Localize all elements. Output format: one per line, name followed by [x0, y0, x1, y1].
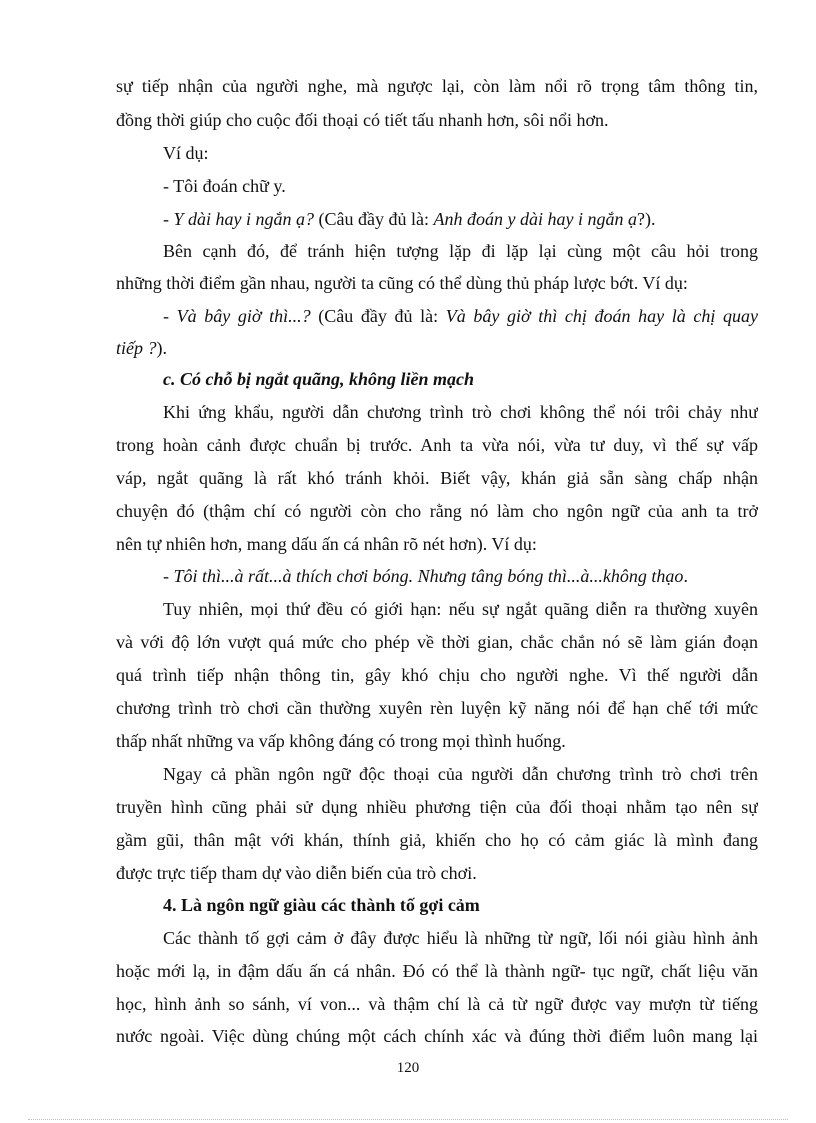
plain-text: -	[163, 566, 174, 586]
text-line: Bên cạnh đó, để tránh hiện tượng lặp đi lặp lại cùng một câu hỏi trong	[163, 241, 758, 261]
text-line: gầm gũi, thân mật với khán, thính giả, khiến cho họ có cảm giác là mình đang	[116, 830, 758, 850]
italic-text: Tôi thì...à rất...à thích chơi bóng. Nhưng tâng bóng thì...à...không thạo	[173, 566, 684, 586]
plain-text: (Câu đầy đủ là:	[310, 306, 446, 326]
text-line: Khi ứng khẩu, người dẫn chương trình trò chơi không thể nói trôi chảy như	[163, 402, 758, 422]
section-heading: c. Có chỗ bị ngắt quãng, không liền mạch	[163, 369, 475, 389]
text-line: trong hoàn cảnh được chuẩn bị trước. Anh ta vừa nói, vừa tư duy, vì thế sự vấp	[116, 435, 758, 455]
text-line: quá trình tiếp nhận thông tin, gây khó chịu cho người nghe. Vì thế người dẫn	[116, 665, 758, 685]
example-line	[163, 207, 758, 231]
text-line: Ngay cả phần ngôn ngữ độc thoại của người dẫn chương trình trò chơi trên	[163, 764, 758, 784]
text-line: - Tôi đoán chữ y.	[163, 176, 286, 196]
text-line: được trực tiếp tham dự vào diễn biến của trò chơi.	[116, 863, 477, 883]
plain-text: (Câu đầy đủ là:	[314, 209, 434, 229]
text-line: những thời điểm gần nhau, người ta cũng có thể dùng thủ pháp lược bớt. Ví dụ:	[116, 273, 688, 293]
text-line: chuyện đó (thậm chí có người còn cho rằng nó làm cho ngôn ngữ của anh ta trở	[116, 501, 758, 521]
section-heading: 4. Là ngôn ngữ giàu các thành tố gợi cảm	[163, 895, 480, 915]
plain-text: .	[683, 566, 688, 586]
text-line: Tuy nhiên, mọi thứ đều có giới hạn: nếu sự ngắt quãng diễn ra thường xuyên	[163, 599, 758, 619]
page-number: 120	[396, 1060, 420, 1076]
text-line: học, hình ảnh so sánh, ví von... và thậm chí là cả từ ngữ được vay mượn từ tiếng	[116, 994, 758, 1014]
text-line: Ví dụ:	[163, 143, 209, 163]
text-line: nước ngoài. Việc dùng chúng một cách chính xác và đúng thời điểm luôn mang lại	[116, 1026, 758, 1046]
text-line: thấp nhất những va vấp không đáng có trong mọi thình huống.	[116, 731, 566, 751]
italic-text: Anh đoán y dài hay i ngắn ạ	[433, 209, 637, 229]
text-line: đồng thời giúp cho cuộc đối thoại có tiết tấu nhanh hơn, sôi nổi hơn.	[116, 110, 609, 130]
text-line: sự tiếp nhận của người nghe, mà ngược lại, còn làm nổi rõ trọng tâm thông tin,	[116, 76, 758, 96]
example-line	[163, 304, 758, 328]
example-line	[116, 336, 758, 360]
text-line: váp, ngắt quãng là rất khó tránh khỏi. Biết vậy, khán giả sẵn sàng chấp nhận	[116, 468, 758, 488]
italic-text: Và bây giờ thì chị đoán hay là chị quay	[445, 306, 758, 326]
text-line: chương trình trò chơi cần thường xuyên rèn luyện kỹ năng nói để hạn chế tới mức	[116, 698, 758, 718]
italic-text: tiếp ?	[116, 338, 157, 358]
text-line: hoặc mới lạ, in đậm dấu ấn cá nhân. Đó có thể là thành ngữ- tục ngữ, chất liệu văn	[116, 961, 758, 981]
italic-text: - Và bây giờ thì...?	[163, 306, 311, 326]
text-line: Các thành tố gợi cảm ở đây được hiểu là những từ ngữ, lối nói giàu hình ảnh	[163, 928, 758, 948]
plain-text: ?).	[636, 209, 656, 229]
example-line	[163, 564, 758, 588]
text-line: truyền hình cũng phải sử dụng nhiều phương tiện của đối thoại nhằm tạo nên sự	[116, 797, 758, 817]
text-line: nên tự nhiên hơn, mang dấu ấn cá nhân rõ nét hơn). Ví dụ:	[116, 534, 537, 554]
text-line: và với độ lớn vượt quá mức cho phép về thời gian, chắc chắn nó sẽ làm gián đoạn	[116, 632, 758, 652]
page-border-divider	[28, 1119, 788, 1120]
plain-text: ).	[156, 338, 167, 358]
italic-text: - Y dài hay i ngắn ạ?	[163, 209, 314, 229]
